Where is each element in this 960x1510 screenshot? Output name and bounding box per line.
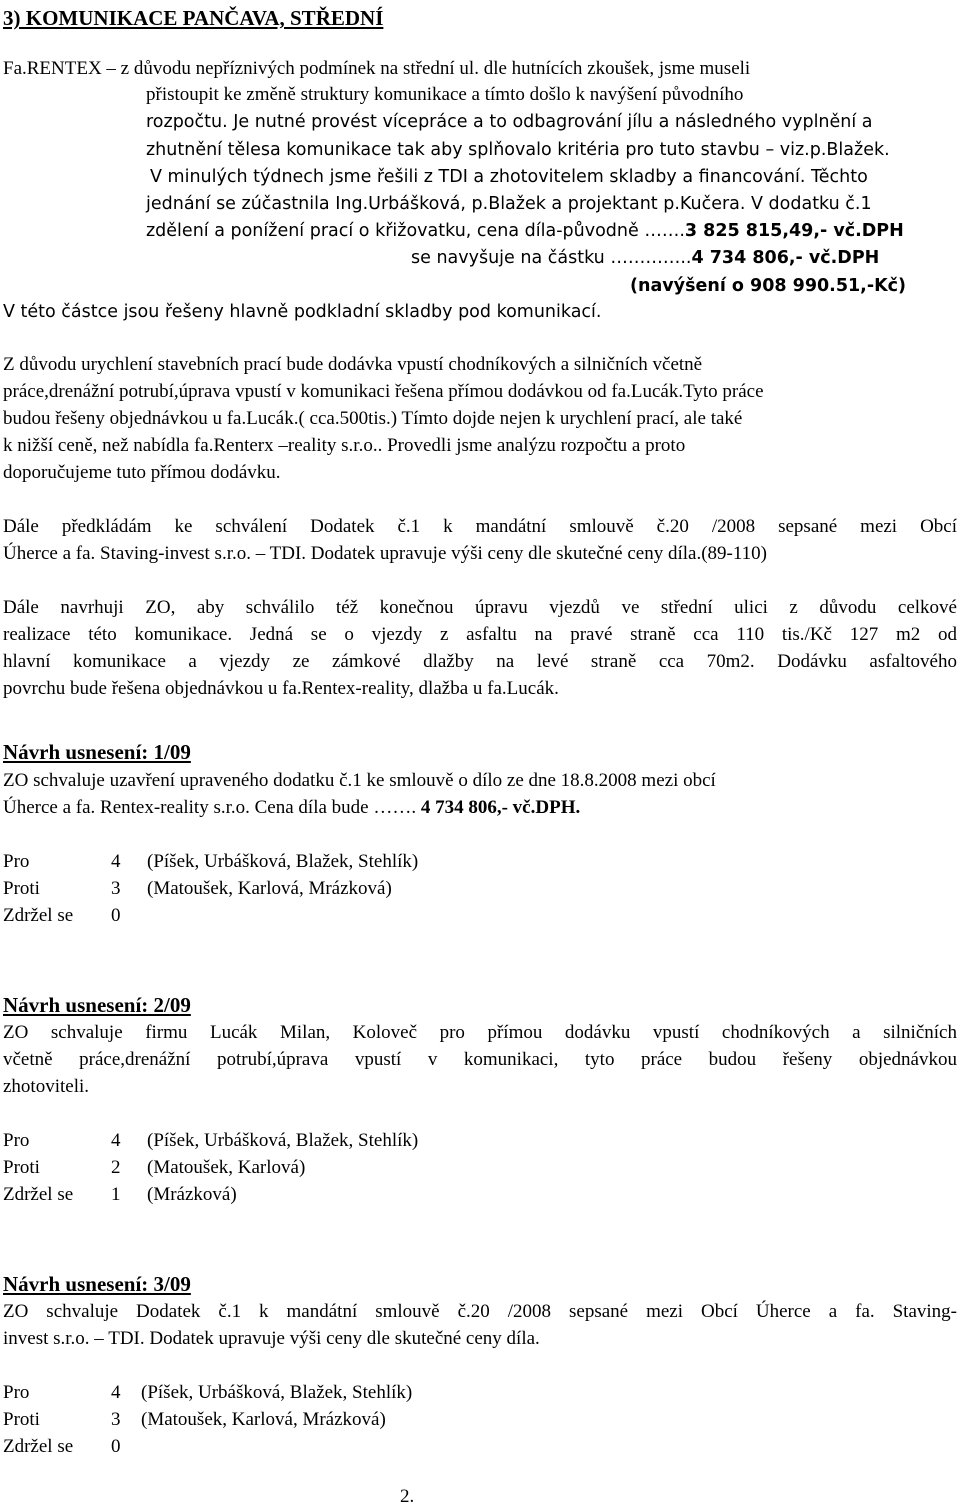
para3-line-2: Úherce a fa. Staving-invest s.r.o. – TDI. Dodatek upravuje výši ceny dle skutečné ceny díla.(89-110) bbox=[3, 543, 767, 564]
resolution-1-heading: Návrh usnesení: 1/09 bbox=[3, 740, 191, 764]
para4-line-4: povrchu bude řešena objednávkou u fa.Rentex-reality, dlažba u fa.Lucák. bbox=[3, 678, 559, 699]
resolution-2-line-2: včetně práce,drenážní potrubí,úprava vpustí v komunikaci, tyto práce budou řešeny objednávkou bbox=[3, 1049, 957, 1070]
intro-line-5: V minulých týdnech jsme řešili z TDI a zhotovitelem skladby a financování. Těchto bbox=[150, 167, 868, 187]
resolution-2-heading: Návrh usnesení: 2/09 bbox=[3, 993, 191, 1017]
original-price: 3 825 815,49,- vč.DPH bbox=[684, 221, 904, 241]
intro-line-6: jednání se zúčastnila Ing.Urbášková, p.Blažek a projektant p.Kučera. V dodatku č.1 bbox=[146, 194, 872, 214]
resolution-2-pro-count: 4 bbox=[111, 1130, 121, 1151]
resolution-1-proti-label: Proti bbox=[3, 878, 40, 899]
intro-line-3: rozpočtu. Je nutné provést vícepráce a to odbagrování jílu a následného vyplnění a bbox=[146, 112, 873, 132]
resolution-3-pro-count: 4 bbox=[111, 1382, 121, 1403]
resolution-1-line-1: ZO schvaluje uzavření upraveného dodatku č.1 ke smlouvě o dílo ze dne 18.8.2008 mezi obcí bbox=[3, 770, 716, 791]
section-title: 3) KOMUNIKACE PANČAVA, STŘEDNÍ bbox=[3, 6, 384, 30]
resolution-3-proti-names: (Matoušek, Karlová, Mrázková) bbox=[141, 1409, 386, 1430]
para2-line-4: k nižší ceně, než nabídla fa.Renterx –reality s.r.o.. Provedli jsme analýzu rozpočtu a proto bbox=[3, 435, 686, 456]
resolution-3-proti-count: 3 bbox=[111, 1409, 121, 1430]
para4-line-3: hlavní komunikace a vjezdy ze zámkové dlažby na levé straně cca 70m2. Dodávku asfaltového bbox=[3, 651, 957, 672]
resolution-2-abstain-label: Zdržel se bbox=[3, 1184, 74, 1205]
para4-line-1: Dále navrhuji ZO, aby schválilo též konečnou úpravu vjezdů ve střední ulici z důvodu celkové bbox=[3, 597, 957, 618]
resolution-3-line-2: invest s.r.o. – TDI. Dodatek upravuje výši ceny dle skutečné ceny díla. bbox=[3, 1328, 540, 1349]
resolution-1-abstain-label: Zdržel se bbox=[3, 905, 74, 926]
resolution-3-abstain-label: Zdržel se bbox=[3, 1436, 74, 1457]
resolution-1-proti-names: (Matoušek, Karlová, Mrázková) bbox=[147, 878, 392, 899]
page-number: 2. bbox=[400, 1486, 415, 1507]
intro-line-10: V této částce jsou řešeny hlavně podkladní skladby pod komunikací. bbox=[3, 302, 602, 322]
resolution-2-line-3: zhotoviteli. bbox=[3, 1076, 90, 1097]
para2-line-1: Z důvodu urychlení stavebních prací bude dodávka vpustí chodníkových a silničních včetně bbox=[3, 354, 703, 375]
resolution-1-line-2-text: Úherce a fa. Rentex-reality s.r.o. Cena díla bude ……. bbox=[3, 797, 421, 818]
resolution-3-proti-label: Proti bbox=[3, 1409, 40, 1430]
resolution-1-proti-count: 3 bbox=[111, 878, 121, 899]
resolution-3-pro-names: (Píšek, Urbášková, Blažek, Stehlík) bbox=[141, 1382, 413, 1403]
resolution-2-proti-count: 2 bbox=[111, 1157, 121, 1178]
resolution-3-heading: Návrh usnesení: 3/09 bbox=[3, 1272, 191, 1296]
resolution-2-abstain-names: (Mrázková) bbox=[147, 1184, 237, 1205]
intro-line-7-text: zdělení a ponížení prací o křižovatku, cena díla-původně ……. bbox=[146, 221, 685, 241]
para2-line-3: budou řešeny objednávkou u fa.Lucák.( cca.500tis.) Tímto dojde nejen k urychlení prací, ale také bbox=[3, 408, 743, 429]
intro-line-8-text: se navyšuje na částku ………….. bbox=[411, 248, 692, 268]
resolution-1-pro-names: (Píšek, Urbášková, Blažek, Stehlík) bbox=[147, 851, 419, 872]
resolution-2-proti-names: (Matoušek, Karlová) bbox=[147, 1157, 306, 1178]
resolution-3-line-1: ZO schvaluje Dodatek č.1 k mandátní smlouvě č.20 /2008 sepsané mezi Obcí Úherce a fa. Staving- bbox=[3, 1301, 957, 1322]
resolution-1-pro-label: Pro bbox=[3, 851, 30, 872]
resolution-3-abstain-count: 0 bbox=[111, 1436, 121, 1457]
resolution-1-price: 4 734 806,- vč.DPH. bbox=[420, 797, 581, 818]
new-price: 4 734 806,- vč.DPH bbox=[691, 248, 880, 268]
intro-line-4: zhutnění tělesa komunikace tak aby splňovalo kritéria pro tuto stavbu – viz.p.Blažek. bbox=[146, 140, 890, 160]
resolution-2-pro-label: Pro bbox=[3, 1130, 30, 1151]
para2-line-2: práce,drenážní potrubí,úprava vpustí v komunikaci řešena přímou dodávkou od fa.Lucák.Tyto práce bbox=[3, 381, 764, 402]
resolution-2-proti-label: Proti bbox=[3, 1157, 40, 1178]
para4-line-2: realizace této komunikace. Jedná se o vjezdy z asfaltu na pravé straně cca 110 tis./Kč 127 m2 od bbox=[3, 624, 957, 645]
resolution-1-pro-count: 4 bbox=[111, 851, 121, 872]
intro-line-7 bbox=[146, 221, 904, 241]
resolution-3-pro-label: Pro bbox=[3, 1382, 30, 1403]
intro-line-8 bbox=[411, 248, 879, 268]
intro-line-1: Fa.RENTEX – z důvodu nepříznivých podmínek na střední ul. dle hutnících zkoušek, jsme museli bbox=[3, 58, 751, 79]
resolution-2-abstain-count: 1 bbox=[111, 1184, 121, 1205]
resolution-2-pro-names: (Píšek, Urbášková, Blažek, Stehlík) bbox=[147, 1130, 419, 1151]
intro-line-2: přistoupit ke změně struktury komunikace a tímto došlo k navýšení původního bbox=[146, 84, 744, 105]
resolution-1-line-2 bbox=[3, 797, 580, 819]
price-increase: (navýšení o 908 990.51,-Kč) bbox=[630, 276, 907, 296]
resolution-1-abstain-count: 0 bbox=[111, 905, 121, 926]
para3-line-1: Dále předkládám ke schválení Dodatek č.1 k mandátní smlouvě č.20 /2008 sepsané mezi Obcí bbox=[3, 516, 957, 537]
para2-line-5: doporučujeme tuto přímou dodávku. bbox=[3, 462, 281, 483]
resolution-2-line-1: ZO schvaluje firmu Lucák Milan, Koloveč pro přímou dodávku vpustí chodníkových a silničních bbox=[3, 1022, 957, 1043]
